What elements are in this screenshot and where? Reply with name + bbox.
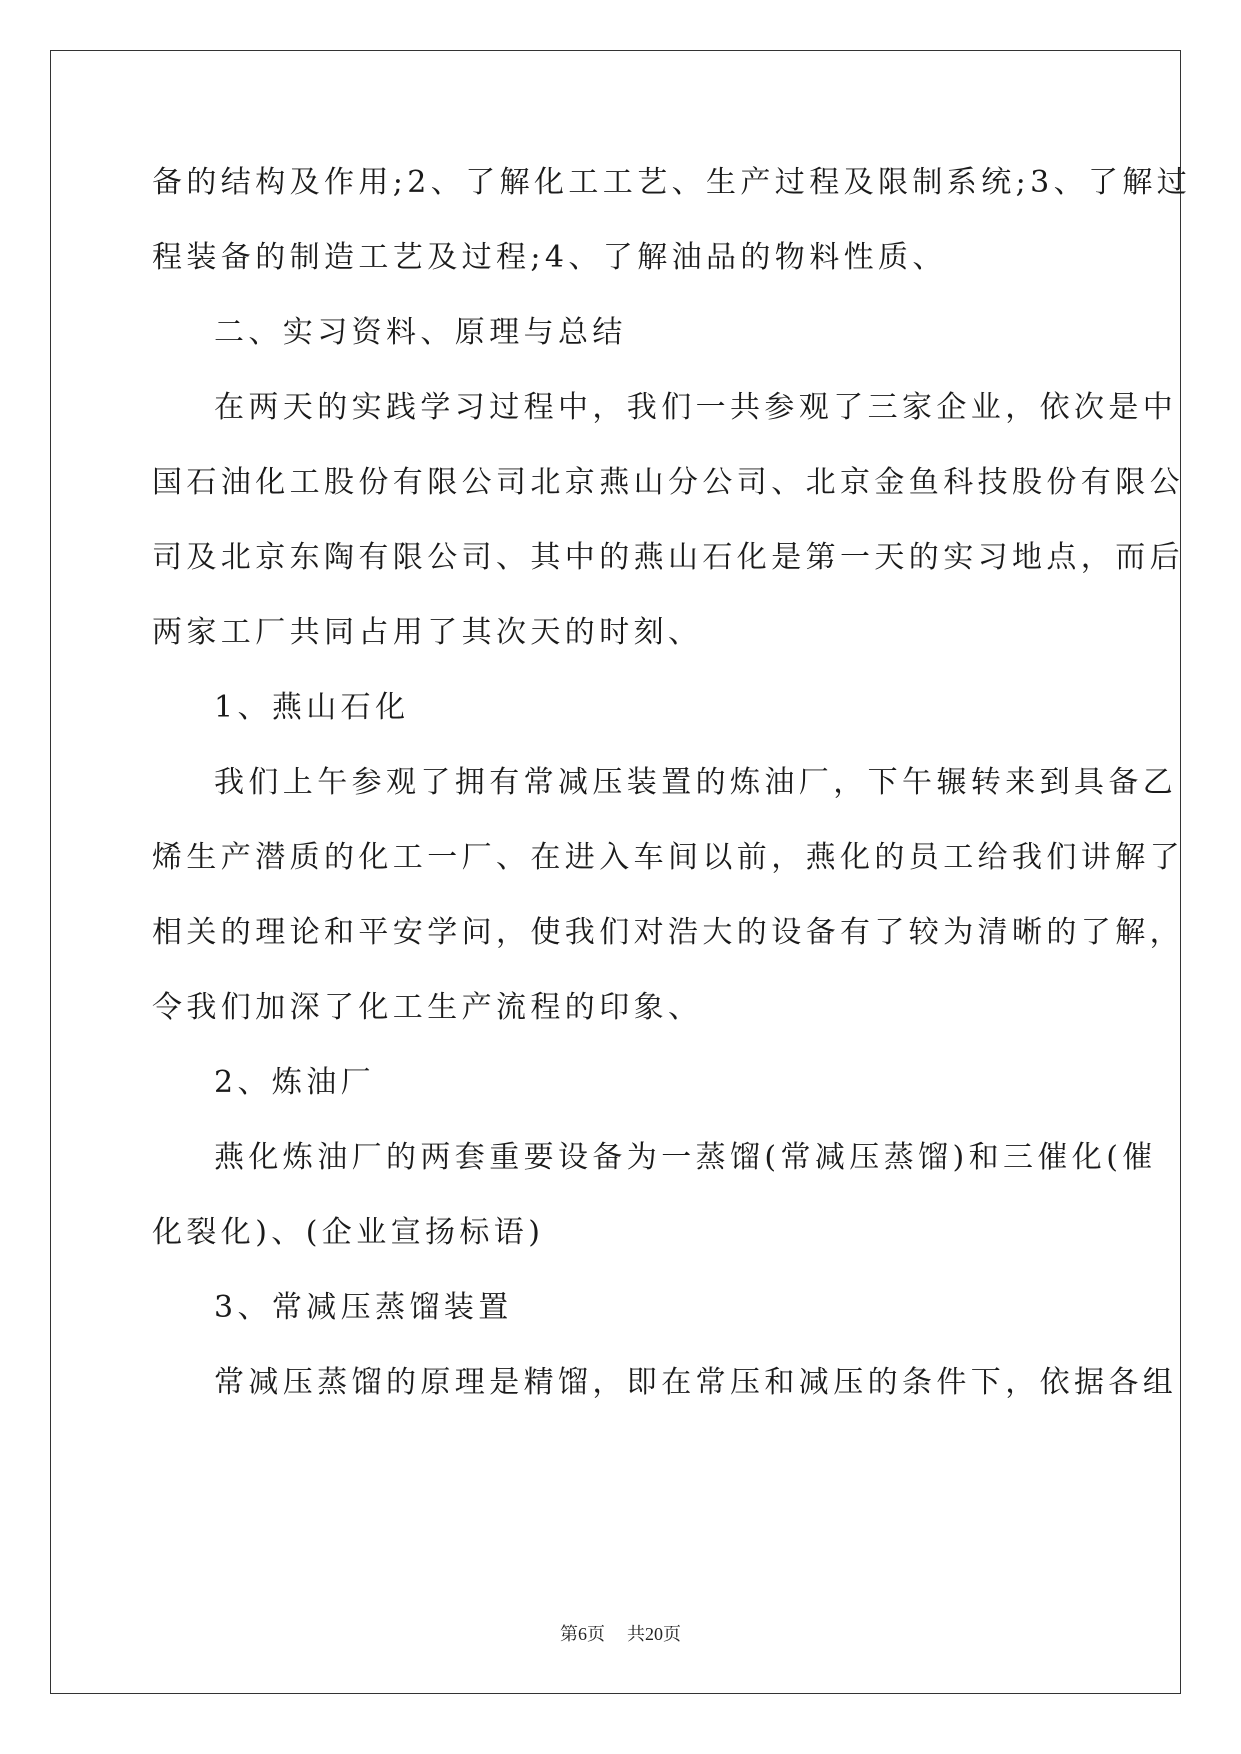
text-line: 备的结构及作用;2、了解化工工艺、生产过程及限制系统;3、了解过 [152,165,1192,200]
page-footer [0,1620,1241,1646]
total-prefix: 共 [627,1624,645,1645]
section-heading: 二、实习资料、原理与总结 [214,315,627,350]
page-number: 6 [578,1624,587,1644]
paragraph-line: 我们上午参观了拥有常减压装置的炼油厂，下午辗转来到具备乙 [214,765,1178,800]
paragraph-line: 相关的理论和平安学问，使我们对浩大的设备有了较为清晰的了解， [152,915,1184,950]
subsection-heading: 1、燕山石化 [214,690,410,725]
total-pages: 20 [645,1624,663,1644]
page-suffix: 页 [587,1624,605,1645]
total-suffix: 页 [663,1624,681,1645]
paragraph-line: 令我们加深了化工生产流程的印象、 [152,990,703,1025]
text-line: 程装备的制造工艺及过程;4、了解油品的物料性质、 [152,240,947,275]
paragraph-line: 国石油化工股份有限公司北京燕山分公司、北京金鱼科技股份有限公 [152,465,1184,500]
paragraph-line: 燕化炼油厂的两套重要设备为一蒸馏(常减压蒸馏)和三催化(催 [214,1140,1157,1175]
page-prefix: 第 [560,1624,578,1645]
paragraph-line: 化裂化)、(企业宣扬标语) [152,1215,545,1250]
paragraph-line: 两家工厂共同占用了其次天的时刻、 [152,615,703,650]
subsection-heading: 2、炼油厂 [214,1065,376,1100]
paragraph-line: 烯生产潜质的化工一厂、在进入车间以前，燕化的员工给我们讲解了 [152,840,1184,875]
subsection-heading: 3、常减压蒸馏装置 [214,1290,513,1325]
paragraph-line: 常减压蒸馏的原理是精馏，即在常压和减压的条件下，依据各组 [214,1365,1178,1400]
paragraph-line: 在两天的实践学习过程中，我们一共参观了三家企业，依次是中 [214,390,1178,425]
paragraph-line: 司及北京东陶有限公司、其中的燕山石化是第一天的实习地点，而后 [152,540,1184,575]
